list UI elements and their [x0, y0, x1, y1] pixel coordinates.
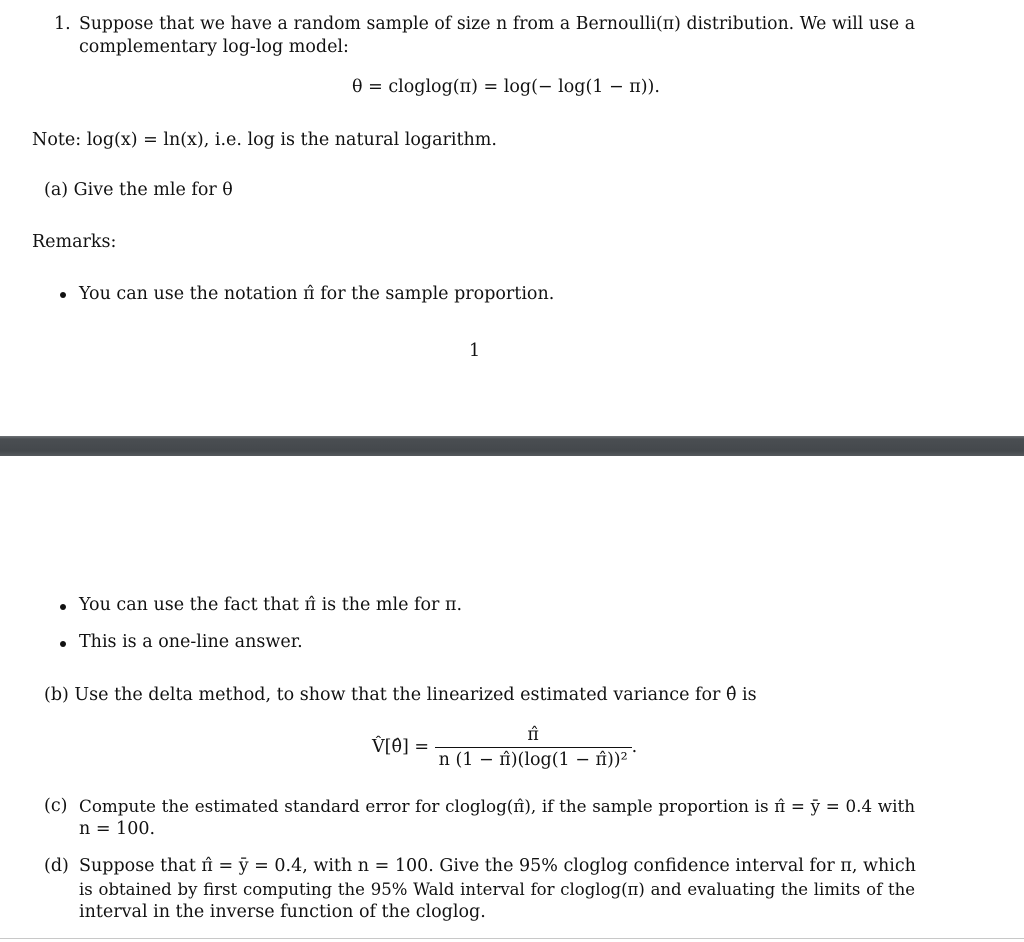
part-b: (b) Use the delta method, to show that the linearized estimated variance for θ̂ is — [44, 685, 757, 705]
variance-numerator: π̂ — [435, 723, 632, 748]
page-number: 1 — [469, 341, 481, 361]
variance-lhs: V̂[θ̂] = — [372, 737, 430, 757]
part-d-line-2: is obtained by first computing the 95% Wald interval for cloglog(π) and evaluating the limits of the — [79, 880, 915, 899]
question-number: 1. — [54, 14, 71, 34]
remark-1: You can use the notation π̂ for the sample proportion. — [79, 284, 555, 304]
part-d-line-1: Suppose that π̂ = ȳ = 0.4, with n = 100. Give the 95% cloglog confidence interval for π, which — [79, 856, 916, 876]
part-a: (a) Give the mle for θ — [44, 180, 233, 200]
question-text-line-1: Suppose that we have a random sample of size n from a Bernoulli(π) distribution. We will use a — [79, 14, 915, 34]
bullet-icon — [60, 604, 66, 610]
page-separator — [0, 436, 1024, 456]
remarks-label: Remarks: — [32, 232, 117, 252]
variance-fraction — [435, 723, 632, 772]
page-1 — [0, 0, 1024, 436]
part-d-label: (d) — [44, 856, 69, 876]
page-2 — [0, 456, 1024, 939]
part-c-label: (c) — [44, 796, 68, 816]
variance-formula — [372, 722, 637, 772]
part-d-line-3: interval in the inverse function of the cloglog. — [79, 902, 486, 922]
bullet-icon — [60, 641, 66, 647]
remark-2: You can use the fact that π̂ is the mle for π. — [79, 595, 463, 615]
variance-denominator: n (1 − π̂)(log(1 − π̂))² — [438, 750, 628, 770]
bullet-icon — [60, 292, 66, 298]
remark-3: This is a one-line answer. — [79, 632, 303, 652]
note-text: Note: log(x) = ln(x), i.e. log is the natural logarithm. — [32, 130, 497, 150]
question-text-line-2: complementary log-log model: — [79, 37, 349, 57]
part-c-line-1: Compute the estimated standard error for cloglog(π̂), if the sample proportion is π̂ = ȳ = 0.4 with — [79, 796, 915, 816]
part-c-line-2: n = 100. — [79, 819, 156, 839]
variance-period: . — [631, 737, 638, 757]
cloglog-equation: θ = cloglog(π) = log(− log(1 − π)). — [352, 77, 660, 97]
